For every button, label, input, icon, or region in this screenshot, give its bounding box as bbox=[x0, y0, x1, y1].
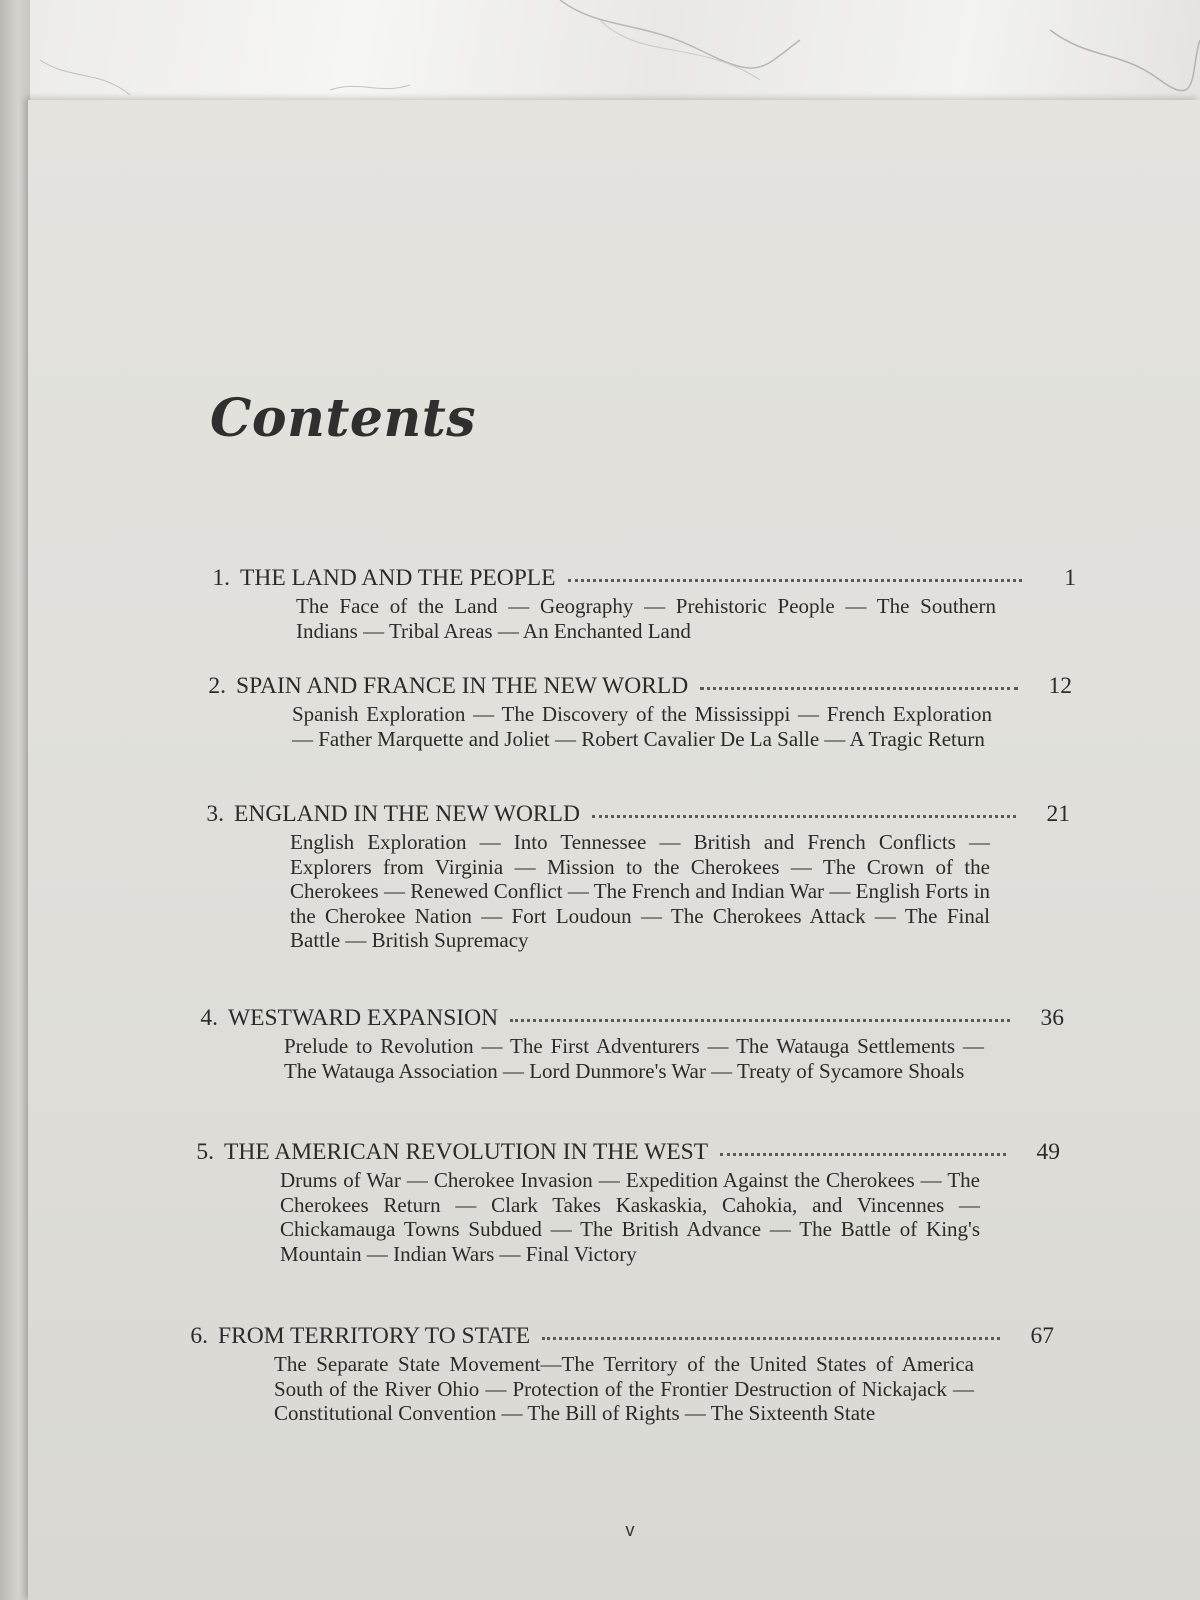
chapter-subtopics: Drums of War — Cherokee Invasion — Expedition Against the Cherokees — The Cherokees Return — Clark Takes Kaskaskia, Cahokia, and Vincennes — Chickamauga Towns Subdued — The British Advance — The Battle of King's Mountain — Indian Wars — Final Victory bbox=[280, 1168, 980, 1266]
toc-entry bbox=[174, 1322, 1054, 1426]
toc-entry bbox=[190, 800, 1070, 953]
chapter-subtopics: The Face of the Land — Geography — Prehistoric People — The Southern Indians — Tribal Areas — An Enchanted Land bbox=[296, 594, 996, 643]
chapter-number: 4. bbox=[200, 1005, 218, 1031]
toc-entry bbox=[184, 1004, 1064, 1083]
dot-leader bbox=[592, 815, 1016, 818]
chapter-page-number: 21 bbox=[1046, 801, 1070, 827]
chapter-page-number: 67 bbox=[1030, 1323, 1054, 1349]
toc-entry bbox=[180, 1138, 1060, 1266]
book-page-edge bbox=[0, 0, 30, 1600]
toc-entry-heading bbox=[180, 1138, 1060, 1166]
chapter-subtopics: The Separate State Movement—The Territory of the United States of America South of the River Ohio — Protection of the Frontier Destruction of Nickajack — Constitutional Convention — The Bill of Rights — The Sixteenth State bbox=[274, 1352, 974, 1425]
chapter-title: ENGLAND IN THE NEW WORLD bbox=[234, 801, 580, 827]
toc-entry-heading bbox=[184, 1004, 1064, 1032]
chapter-subtopics: Spanish Exploration — The Discovery of the Mississippi — French Exploration — Father Marquette and Joliet — Robert Cavalier De La Salle — A Tragic Return bbox=[292, 702, 992, 751]
chapter-number: 1. bbox=[212, 565, 230, 591]
marble-veins-decoration bbox=[0, 0, 1200, 110]
chapter-title: SPAIN AND FRANCE IN THE NEW WORLD bbox=[236, 673, 689, 699]
dot-leader bbox=[568, 579, 1023, 582]
toc-entry bbox=[192, 672, 1072, 751]
chapter-title: THE AMERICAN REVOLUTION IN THE WEST bbox=[224, 1139, 709, 1165]
chapter-number: 2. bbox=[208, 673, 226, 699]
dot-leader bbox=[720, 1153, 1006, 1156]
chapter-title: THE LAND AND THE PEOPLE bbox=[240, 565, 556, 591]
page-folio: v bbox=[625, 1520, 635, 1540]
chapter-page-number: 1 bbox=[1064, 565, 1076, 591]
toc-entry bbox=[196, 564, 1076, 643]
toc-entry-heading bbox=[174, 1322, 1054, 1350]
chapter-title: WESTWARD EXPANSION bbox=[228, 1005, 499, 1031]
toc-entry-heading bbox=[196, 564, 1076, 592]
dot-leader bbox=[510, 1019, 1010, 1022]
chapter-number: 6. bbox=[190, 1323, 208, 1349]
chapter-title: FROM TERRITORY TO STATE bbox=[218, 1323, 531, 1349]
chapter-subtopics: Prelude to Revolution — The First Adventurers — The Watauga Settlements — The Watauga Association — Lord Dunmore's War — Treaty of Sycamore Shoals bbox=[284, 1034, 984, 1083]
dot-leader bbox=[542, 1337, 1000, 1340]
chapter-number: 3. bbox=[206, 801, 224, 827]
chapter-subtopics: English Exploration — Into Tennessee — British and French Conflicts — Explorers from Virginia — Mission to the Cherokees — The Crown of the Cherokees — Renewed Conflict — The French and Indian War — English Forts in the Cherokee Nation — Fort Loudoun — The Cherokees Attack — The Final Battle — British Supremacy bbox=[290, 830, 990, 952]
chapter-page-number: 49 bbox=[1036, 1139, 1060, 1165]
page-title: Contents bbox=[210, 388, 477, 449]
toc-entry-heading bbox=[192, 672, 1072, 700]
chapter-page-number: 12 bbox=[1048, 673, 1072, 699]
chapter-page-number: 36 bbox=[1040, 1005, 1064, 1031]
dot-leader bbox=[700, 687, 1018, 690]
marble-surface-background bbox=[0, 0, 1200, 110]
toc-entry-heading bbox=[190, 800, 1070, 828]
chapter-number: 5. bbox=[196, 1139, 214, 1165]
